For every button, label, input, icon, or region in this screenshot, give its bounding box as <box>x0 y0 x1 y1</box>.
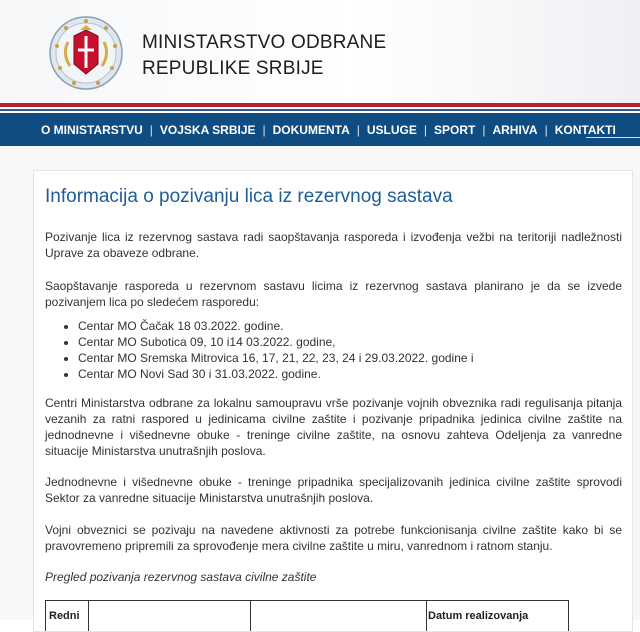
article-paragraph-5: Vojni obveznici se pozivaju na navedene aktivnosti za potrebe funkcionisanja civilne zaštite kako bi se pravovremeno pripremili za sprovođenje mera civilne zaštite u miru, vanrednom i ratnom stanju. <box>45 523 622 553</box>
nav-separator: | <box>482 122 486 137</box>
search-field-underline[interactable] <box>586 137 640 138</box>
article-paragraph-4: Jednodnevne i višednevne obuke - treninge pripadnika specijalizovanih jedinica civilne zaštite sprovodi Sektor za vanredne situacije Ministarstva unutrašnjih poslova. <box>45 475 622 505</box>
nav-item-usluge[interactable]: USLUGE <box>366 122 417 137</box>
nav-item-o-ministarstvu[interactable]: O MINISTARSTVU <box>41 122 143 137</box>
nav-separator: | <box>423 122 427 137</box>
ministry-title-line1: MINISTARSTVO ODBRANE <box>142 32 387 53</box>
list-item: • Centar MO Čačak 18 03.2022. godine. <box>78 318 474 334</box>
nav-item-vojska-srbije[interactable]: VOJSKA SRBIJE <box>159 122 256 137</box>
nav-separator: | <box>262 122 266 137</box>
table-header-datum: Datum realizovanja <box>428 610 529 622</box>
list-item: • Centar MO Subotica 09, 10 i14 03.2022. godine, <box>78 334 474 350</box>
main-navigation <box>0 113 640 146</box>
article-heading: Informacija o pozivanju lica iz rezervnog sastava <box>45 186 453 207</box>
nav-item-dokumenta[interactable]: DOKUMENTA <box>272 122 350 137</box>
article-paragraph-2: Saopštavanje rasporeda u rezervnom sastavu licima iz rezervnog sastava planirano je da se izvede pozivanjem lica po sledećem rasporedu: <box>45 279 622 309</box>
table-header-redni: Redni <box>49 610 80 622</box>
ministry-title[interactable] <box>142 30 386 82</box>
table-header-cell <box>46 601 89 631</box>
coat-of-arms-icon[interactable] <box>48 12 124 94</box>
nav-separator: | <box>149 122 153 137</box>
list-item: • Centar MO Sremska Mitrovica 16, 17, 21, 22, 23, 24 i 29.03.2022. godine i <box>78 350 474 366</box>
table-header-cell <box>250 601 427 631</box>
table-caption: Pregled pozivanja rezervnog sastava civilne zaštite <box>45 570 317 584</box>
nav-separator: | <box>356 122 360 137</box>
nav-item-sport[interactable]: SPORT <box>434 122 476 137</box>
nav-item-arhiva[interactable]: ARHIVA <box>492 122 538 137</box>
article-paragraph-1: Pozivanje lica iz rezervnog sastava radi saopštavanja rasporeda i izvođenja vežbi na teritoriji nadležnosti Uprave za obaveze odbrane. <box>45 230 622 260</box>
nav-menu <box>34 113 623 146</box>
table-header-cell <box>426 601 567 631</box>
ministry-title-line2: REPUBLIKE SRBIJE <box>142 58 324 79</box>
list-item: • Centar MO Novi Sad 30 i 31.03.2022. godine. <box>78 366 474 382</box>
nav-separator: | <box>544 122 548 137</box>
schedule-list <box>62 318 474 382</box>
schedule-table <box>45 600 569 631</box>
article-paragraph-3: Centri Ministarstva odbrane za lokalnu samoupravu vrše pozivanje vojnih obveznika radi regulisanja pitanja vezanih za ratni raspored u jedinicama civilne zaštite i pozivanje pripadnika jedinica civilne zaštite na jednodnevne i višednevne obuke - treninge civilne zaštite, na osnovu zahteva Odeljenja za vanredne situacije Ministarstva unutrašnjih poslova. <box>45 396 622 458</box>
table-header-cell <box>88 601 251 631</box>
nav-item-kontakti[interactable]: KONTAKTI <box>554 122 616 137</box>
